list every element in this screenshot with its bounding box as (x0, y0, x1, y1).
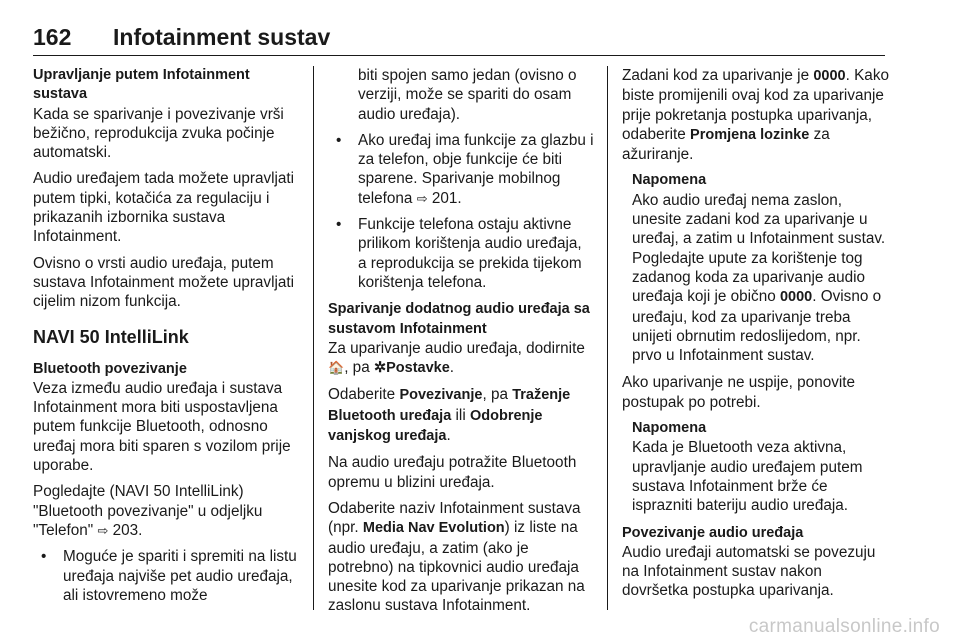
paragraph: Veza između audio uređaja i sustava Infotainment mora biti uspostavljena putem funkcije Bluetooth, odnosno uređaj mora biti sparen s vozilom prije uporabe. (33, 379, 291, 475)
paragraph: Na audio uređaju potražite Bluetooth opremu u blizini uređaja. (328, 454, 577, 491)
bullet-icon: • (336, 131, 342, 149)
punctuation: . (449, 359, 455, 377)
bullet-list (33, 547, 303, 605)
ui-label-connection: Povezivanje (399, 387, 483, 404)
gear-icon: ✲ (373, 360, 387, 377)
paragraph-text: . Ovisno o uređaju, kod za uparivanje treba unijeti obrnutim redoslijedom, npr. prvo u Infotainment sustav. (632, 288, 882, 365)
header-divider (33, 55, 885, 56)
ui-label-media-nav: Media Nav Evolution (362, 520, 505, 537)
list-item (33, 547, 303, 605)
ui-label-settings: Postavke (386, 360, 450, 377)
column-1 (33, 66, 303, 613)
list-item-text: Ako uređaj ima funkcije za glazbu i za telefon, obje funkcije će biti sparene. Sparivanje mobilnog telefona (358, 131, 594, 207)
reference-arrow-icon: ⇨ (97, 522, 109, 538)
punctuation: . (446, 427, 451, 445)
page-reference[interactable]: 203. (112, 521, 143, 539)
column-2 (328, 66, 594, 623)
page-header (33, 24, 885, 54)
paragraph-text: , pa (344, 359, 370, 377)
list-item-text: biti spojen samo jedan (ovisno o verziji, može se spariti do osam audio uređaja). (358, 67, 577, 123)
page-reference[interactable]: 201. (431, 189, 462, 207)
paragraph: Audio uređajem tada možete upravljati putem tipki, kotačića za regulaciju i prikazanih izbornika sustava Infotainment. (33, 170, 295, 246)
list-item-continued (328, 66, 594, 124)
note-title: Napomena (632, 172, 707, 189)
watermark: carmanualsonline.info (748, 616, 940, 637)
ui-label-search-bluetooth: Traženje Bluetooth uređaja (328, 387, 571, 424)
paragraph (33, 482, 303, 540)
ui-label-external-device: Odobrenje vanjskog uređaja (328, 407, 543, 445)
note-text: Kada je Bluetooth veza aktivna, upravljanje audio uređajem putem sustava Infotainment brže će isprazniti bateriju audio uređaja. (632, 439, 863, 515)
ui-label-change-password: Promjena lozinke (690, 126, 810, 143)
reference-arrow-icon: ⇨ (416, 190, 428, 206)
paragraph-text: ) iz liste na audio uređaju, a zatim (ako je potrebno) na tipkovnici audio uređaja unesite kod za uparivanje prikazan na zaslonu sustava Infotainment. (328, 519, 585, 615)
home-icon: 🏠 (328, 360, 345, 376)
note-box (622, 419, 890, 515)
page-title: Infotainment sustav (113, 24, 331, 50)
list-item-text: Moguće je spariti i spremiti na listu uređaja najviše pet audio uređaja, ali istovremeno može (63, 548, 297, 604)
section-heading: Sparivanje dodatnog audio uređaja sa sustavom Infotainment (328, 301, 590, 337)
bullet-list (328, 66, 594, 292)
paragraph-text: Ako audio uređaj nema zaslon, unesite zadani kod za uparivanje u uređaj, a zatim u Infotainment sustav. Pogledajte upute za korištenje tog zadanog koda za uparivanje audio uređaja koji je obično (632, 191, 886, 306)
default-code: 0000 (813, 68, 846, 84)
page-number: 162 (33, 24, 72, 50)
paragraph: Ovisno o vrsti audio uređaja, putem sustava Infotainment možete upravljati cijelim nizom funkcija. (33, 254, 295, 311)
section-heading: Upravljanje putem Infotainment sustava (33, 67, 250, 103)
paragraph: Audio uređaji automatski se povezuju na Infotainment sustav nakon dovršetka postupka uparivanja. (622, 543, 876, 600)
paragraph-text: . Kako biste promijenili ovaj kod za uparivanje prije pokretanja postupka uparivanja, odaberite (622, 67, 889, 143)
paragraph-text: Odaberite naziv Infotainment sustava (npr. (328, 499, 581, 537)
section-heading: Povezivanje audio uređaja (622, 524, 804, 541)
paragraph: Ako uparivanje ne uspije, ponovite postupak po potrebi. (622, 374, 856, 411)
list-item-text: Funkcije telefona ostaju aktivne prilikom korištenja audio uređaja, a reprodukcija se prekida tijekom korištenja telefona. (358, 216, 582, 291)
paragraph (328, 339, 594, 379)
note-box (622, 171, 890, 365)
paragraph-text: Za uparivanje audio uređaja, dodirnite (328, 339, 585, 357)
default-code: 0000 (779, 289, 813, 306)
paragraph-text: Zadani kod za uparivanje je (622, 67, 810, 84)
paragraph: Kada se sparivanje i povezivanje vrši bežično, reprodukcija zvuka počinje automatski. (33, 105, 284, 162)
paragraph (622, 66, 890, 164)
note-text (632, 191, 890, 366)
paragraph-text: Pogledajte (NAVI 50 IntelliLink) "Bluetooth povezivanje" u odjeljku "Telefon" (33, 483, 263, 539)
note-title: Napomena (632, 420, 707, 437)
section-title: NAVI 50 IntelliLink (33, 326, 189, 347)
column-3 (622, 66, 890, 608)
paragraph-text: za ažuriranje. (622, 125, 830, 164)
paragraph (328, 385, 594, 446)
paragraph-text: Odaberite (328, 386, 396, 404)
column-divider-1 (313, 66, 314, 610)
bullet-icon: • (41, 548, 47, 566)
paragraph-text: ili (455, 406, 466, 424)
section-heading: Bluetooth povezivanje (33, 360, 187, 377)
list-item (328, 215, 594, 292)
list-item (328, 131, 594, 208)
paragraph (328, 499, 594, 616)
column-divider-2 (607, 66, 608, 610)
bullet-icon: • (336, 216, 342, 234)
paragraph-text: , pa (482, 386, 508, 404)
